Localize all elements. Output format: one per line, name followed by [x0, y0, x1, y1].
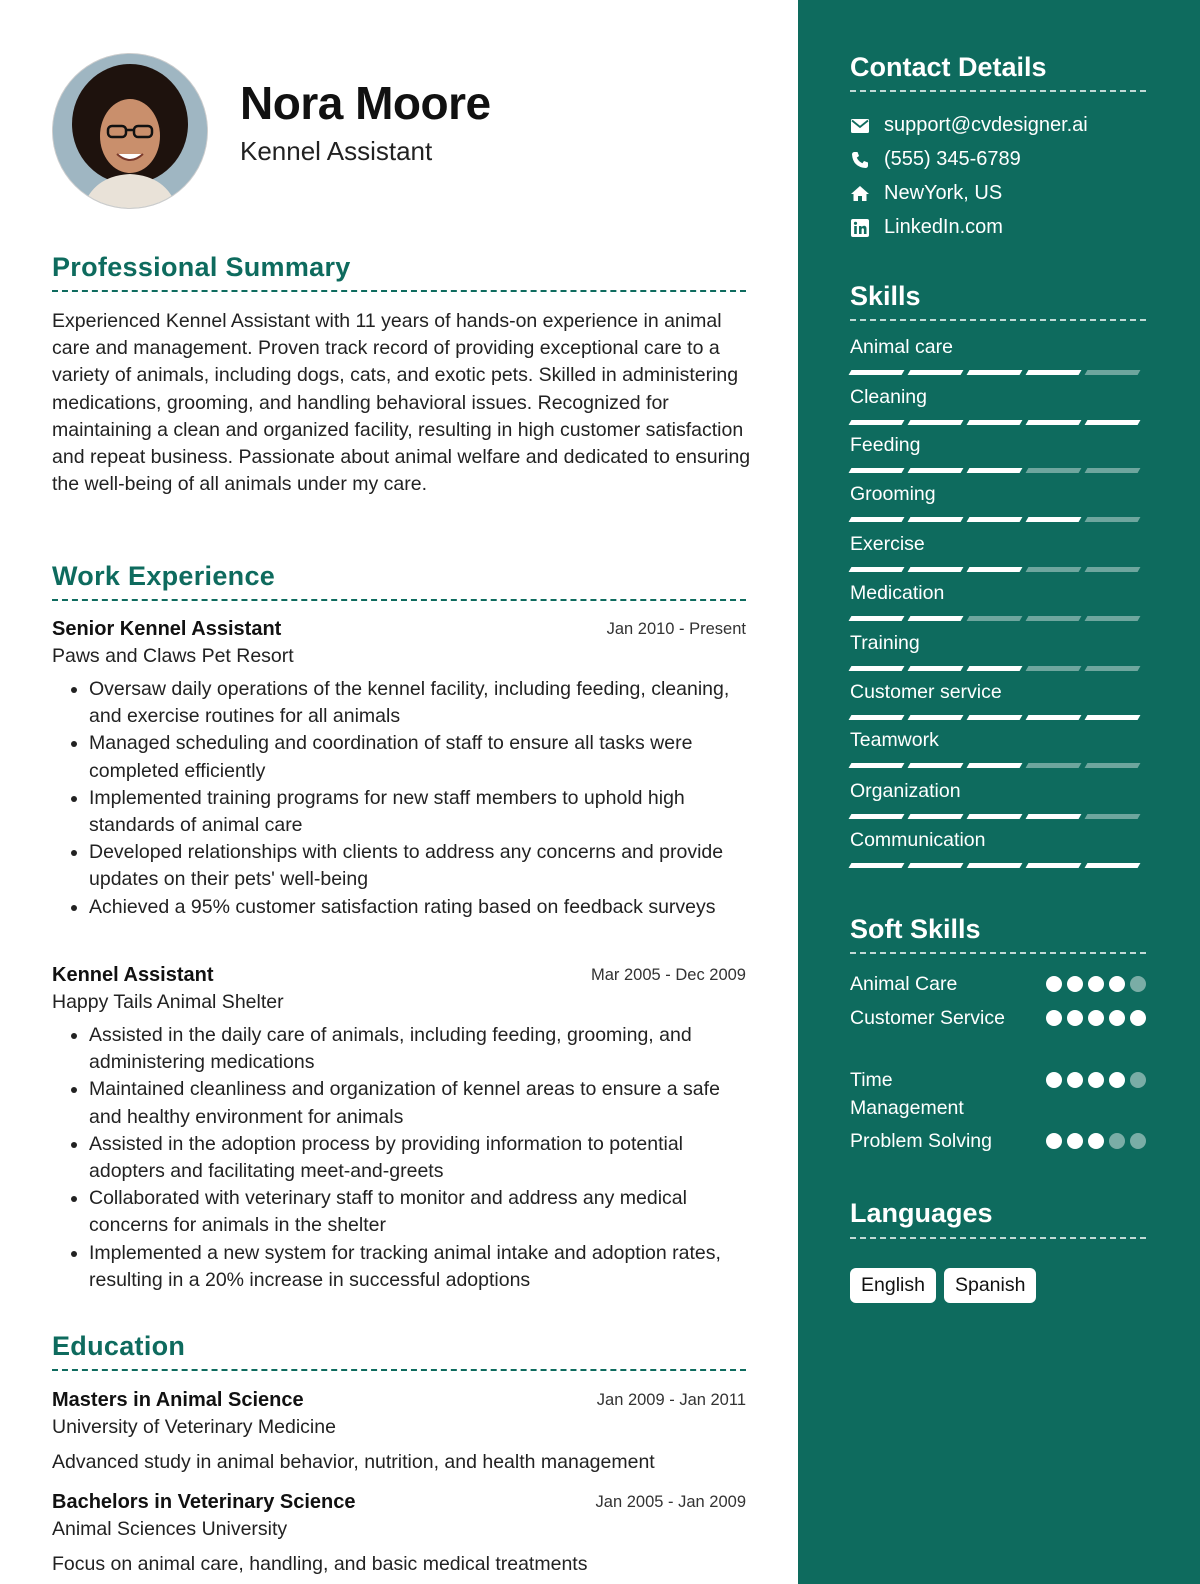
skill-level-bars	[850, 517, 1146, 522]
skill-level-bars	[850, 814, 1146, 819]
experience-divider	[52, 599, 746, 601]
soft-skill-rating	[1046, 976, 1146, 992]
skill-level-segment	[1085, 616, 1141, 621]
rating-dot	[1130, 1010, 1146, 1026]
education-date: Jan 2009 - Jan 2011	[596, 1391, 746, 1409]
soft-skill-rating	[1046, 1072, 1146, 1088]
job-bullets	[52, 1022, 746, 1294]
skills-divider	[850, 319, 1146, 321]
skill-level-segment	[908, 420, 964, 425]
skill-level-bars	[850, 715, 1146, 720]
job-title: Kennel Assistant	[52, 964, 214, 986]
soft-skill-item	[850, 1004, 1146, 1032]
rating-dot	[1088, 1072, 1104, 1088]
job-company: Paws and Claws Pet Resort	[52, 645, 294, 667]
skill-item	[850, 780, 1146, 819]
skill-level-segment	[849, 420, 905, 425]
skill-item	[850, 386, 1146, 425]
skill-level-segment	[967, 616, 1023, 621]
skill-level-segment	[1085, 715, 1141, 720]
skill-level-segment	[849, 567, 905, 572]
skill-level-bars	[850, 420, 1146, 425]
skill-level-segment	[908, 370, 964, 375]
skill-item	[850, 483, 1146, 522]
skill-level-segment	[1085, 420, 1141, 425]
languages-list	[850, 1268, 1036, 1303]
rating-dot	[1109, 1133, 1125, 1149]
linkedin-icon	[850, 218, 870, 238]
job-entry	[52, 964, 746, 1294]
contact-heading: Contact Details	[850, 52, 1047, 82]
summary-text: Experienced Kennel Assistant with 11 years of hands-on experience in animal care and management. Proven track record of providing exceptional care to a variety of animals, including dogs, cats, and exotic pets. Skilled in administering medications, grooming, and handling behavioral issues. Recognized for maintaining a clean and organized facility, resulting in high customer satisfaction and repeat business. Passionate about animal welfare and dedicated to ensuring the well-being of all animals under my care.	[52, 310, 751, 496]
education-date: Jan 2005 - Jan 2009	[595, 1493, 746, 1511]
skill-name: Teamwork	[850, 729, 939, 751]
contact-linkedin[interactable]	[850, 216, 1003, 239]
skill-item	[850, 336, 1146, 375]
skill-level-segment	[908, 763, 964, 768]
school-name: University of Veterinary Medicine	[52, 1416, 336, 1438]
soft-skill-rating	[1046, 1133, 1146, 1149]
job-bullet: • Achieved a 95% customer satisfaction rating based on feedback surveys	[89, 894, 746, 921]
rating-dot	[1067, 1133, 1083, 1149]
skills-heading: Skills	[850, 281, 921, 311]
education-heading: Education	[52, 1331, 186, 1361]
summary-heading: Professional Summary	[52, 252, 351, 282]
job-bullet: • Developed relationships with clients to address any concerns and provide updates on their pets' well-being	[89, 839, 746, 893]
degree-title: Masters in Animal Science	[52, 1389, 304, 1411]
skill-level-segment	[967, 567, 1023, 572]
soft-skill-item	[850, 970, 1146, 998]
job-company: Happy Tails Animal Shelter	[52, 991, 284, 1013]
skill-level-segment	[1026, 468, 1082, 473]
skill-level-segment	[967, 763, 1023, 768]
contact-phone[interactable]	[850, 148, 1021, 171]
skill-level-segment	[849, 666, 905, 671]
language-tag: English	[850, 1268, 936, 1303]
skill-level-segment	[849, 763, 905, 768]
skill-item	[850, 729, 1146, 768]
skill-level-segment	[1085, 567, 1141, 572]
skill-level-segment	[849, 616, 905, 621]
candidate-role: Kennel Assistant	[240, 136, 433, 166]
skill-level-segment	[849, 715, 905, 720]
skill-level-segment	[908, 814, 964, 819]
skill-level-segment	[849, 517, 905, 522]
rating-dot	[1109, 1010, 1125, 1026]
skill-item	[850, 681, 1146, 720]
experience-heading: Work Experience	[52, 561, 276, 591]
rating-dot	[1067, 1010, 1083, 1026]
skill-level-segment	[849, 863, 905, 868]
skill-level-segment	[908, 715, 964, 720]
skill-name: Communication	[850, 829, 986, 851]
rating-dot	[1067, 976, 1083, 992]
skill-name: Cleaning	[850, 386, 927, 408]
job-bullet: • Maintained cleanliness and organization of kennel areas to ensure a safe and healthy environment for animals	[89, 1076, 746, 1130]
skill-level-segment	[1026, 616, 1082, 621]
skill-level-segment	[967, 715, 1023, 720]
degree-title: Bachelors in Veterinary Science	[52, 1491, 356, 1513]
skill-level-segment	[1026, 814, 1082, 819]
skill-level-segment	[1026, 567, 1082, 572]
soft-skill-item	[850, 1127, 1146, 1155]
skill-level-segment	[967, 468, 1023, 473]
linkedin-text[interactable]: LinkedIn.com	[884, 216, 1003, 238]
envelope-icon	[850, 116, 870, 136]
contact-email[interactable]	[850, 114, 1088, 137]
skill-level-segment	[1026, 420, 1082, 425]
skill-level-segment	[849, 814, 905, 819]
skill-level-bars	[850, 468, 1146, 473]
email-text[interactable]: support@cvdesigner.ai	[884, 114, 1088, 136]
skill-level-bars	[850, 567, 1146, 572]
rating-dot	[1130, 1072, 1146, 1088]
skill-level-segment	[967, 370, 1023, 375]
phone-text[interactable]: (555) 345-6789	[884, 148, 1021, 170]
job-bullet: • Assisted in the daily care of animals, including feeding, grooming, and administering medications	[89, 1022, 746, 1076]
rating-dot	[1046, 1010, 1062, 1026]
rating-dot	[1067, 1072, 1083, 1088]
skill-name: Grooming	[850, 483, 936, 505]
skill-level-segment	[849, 468, 905, 473]
job-bullet: • Managed scheduling and coordination of staff to ensure all tasks were completed efficiently	[89, 730, 746, 784]
skill-level-bars	[850, 863, 1146, 868]
skill-level-segment	[1026, 666, 1082, 671]
job-date: Jan 2010 - Present	[606, 620, 746, 638]
skill-level-bars	[850, 666, 1146, 671]
job-title: Senior Kennel Assistant	[52, 618, 282, 640]
skill-level-segment	[1026, 763, 1082, 768]
skill-level-bars	[850, 370, 1146, 375]
skill-level-segment	[1026, 517, 1082, 522]
skill-level-segment	[1026, 863, 1082, 868]
skill-level-bars	[850, 763, 1146, 768]
skill-item	[850, 829, 1146, 868]
skill-level-segment	[1026, 370, 1082, 375]
soft-skill-item	[850, 1066, 1146, 1122]
skill-name: Animal care	[850, 336, 953, 358]
soft-skill-name: Customer Service	[850, 1007, 1005, 1029]
education-description: Focus on animal care, handling, and basic medical treatments	[52, 1553, 588, 1575]
skill-level-segment	[967, 863, 1023, 868]
skill-name: Training	[850, 632, 920, 654]
skill-item	[850, 434, 1146, 473]
education-description: Advanced study in animal behavior, nutrition, and health management	[52, 1451, 655, 1473]
contact-divider	[850, 90, 1146, 92]
rating-dot	[1130, 1133, 1146, 1149]
job-bullet: • Collaborated with veterinary staff to monitor and address any medical concerns for animals in the shelter	[89, 1185, 746, 1239]
skill-level-segment	[1085, 517, 1141, 522]
education-entry	[52, 1389, 746, 1474]
school-name: Animal Sciences University	[52, 1518, 288, 1540]
soft-skill-name: Time Management	[850, 1069, 964, 1119]
skill-level-segment	[908, 666, 964, 671]
rating-dot	[1088, 1133, 1104, 1149]
skill-level-segment	[1085, 666, 1141, 671]
soft-skills-heading: Soft Skills	[850, 914, 981, 944]
job-bullet: • Oversaw daily operations of the kennel facility, including feeding, cleaning, and exercise routines for all animals	[89, 676, 746, 730]
skill-level-segment	[1085, 763, 1141, 768]
job-date: Mar 2005 - Dec 2009	[590, 966, 746, 984]
soft-skills-divider	[850, 952, 1146, 954]
skill-name: Exercise	[850, 533, 925, 555]
skill-level-segment	[908, 616, 964, 621]
skill-level-segment	[967, 666, 1023, 671]
skill-level-segment	[967, 517, 1023, 522]
profile-photo	[53, 54, 207, 208]
languages-heading: Languages	[850, 1198, 993, 1228]
phone-icon	[850, 150, 870, 170]
rating-dot	[1088, 976, 1104, 992]
rating-dot	[1109, 1072, 1125, 1088]
skill-level-segment	[908, 567, 964, 572]
languages-divider	[850, 1237, 1146, 1239]
rating-dot	[1046, 976, 1062, 992]
skill-level-segment	[908, 468, 964, 473]
location-text: NewYork, US	[884, 182, 1003, 204]
soft-skill-name: Animal Care	[850, 973, 958, 995]
candidate-name: Nora Moore	[240, 77, 491, 129]
skill-item	[850, 632, 1146, 671]
skill-level-segment	[1026, 715, 1082, 720]
job-entry	[52, 618, 746, 921]
language-tag: Spanish	[944, 1268, 1036, 1303]
contact-location	[850, 182, 1002, 205]
job-bullet: • Implemented training programs for new staff members to uphold high standards of animal care	[89, 785, 746, 839]
skill-name: Medication	[850, 582, 945, 604]
skill-level-segment	[967, 420, 1023, 425]
education-entry	[52, 1491, 746, 1576]
skill-level-segment	[1085, 863, 1141, 868]
skill-level-segment	[967, 814, 1023, 819]
skill-name: Customer service	[850, 681, 1002, 703]
skill-item	[850, 582, 1146, 621]
soft-skill-rating	[1046, 1010, 1146, 1026]
skill-level-segment	[1085, 468, 1141, 473]
skill-item	[850, 533, 1146, 572]
rating-dot	[1046, 1072, 1062, 1088]
rating-dot	[1046, 1133, 1062, 1149]
home-icon	[850, 184, 870, 204]
skill-level-segment	[908, 863, 964, 868]
summary-divider	[52, 290, 746, 292]
education-divider	[52, 1369, 746, 1371]
skill-name: Organization	[850, 780, 961, 802]
job-bullet: • Implemented a new system for tracking animal intake and adoption rates, resulting in a 20% increase in successful adoptions	[89, 1240, 746, 1294]
rating-dot	[1130, 976, 1146, 992]
skill-level-bars	[850, 616, 1146, 621]
skill-name: Feeding	[850, 434, 921, 456]
rating-dot	[1109, 976, 1125, 992]
skill-level-segment	[849, 370, 905, 375]
skill-level-segment	[1085, 370, 1141, 375]
skill-level-segment	[908, 517, 964, 522]
job-bullet: • Assisted in the adoption process by providing information to potential adopters and facilitating meet-and-greets	[89, 1131, 746, 1185]
soft-skill-name: Problem Solving	[850, 1130, 992, 1152]
rating-dot	[1088, 1010, 1104, 1026]
skill-level-segment	[1085, 814, 1141, 819]
job-bullets	[52, 676, 746, 921]
